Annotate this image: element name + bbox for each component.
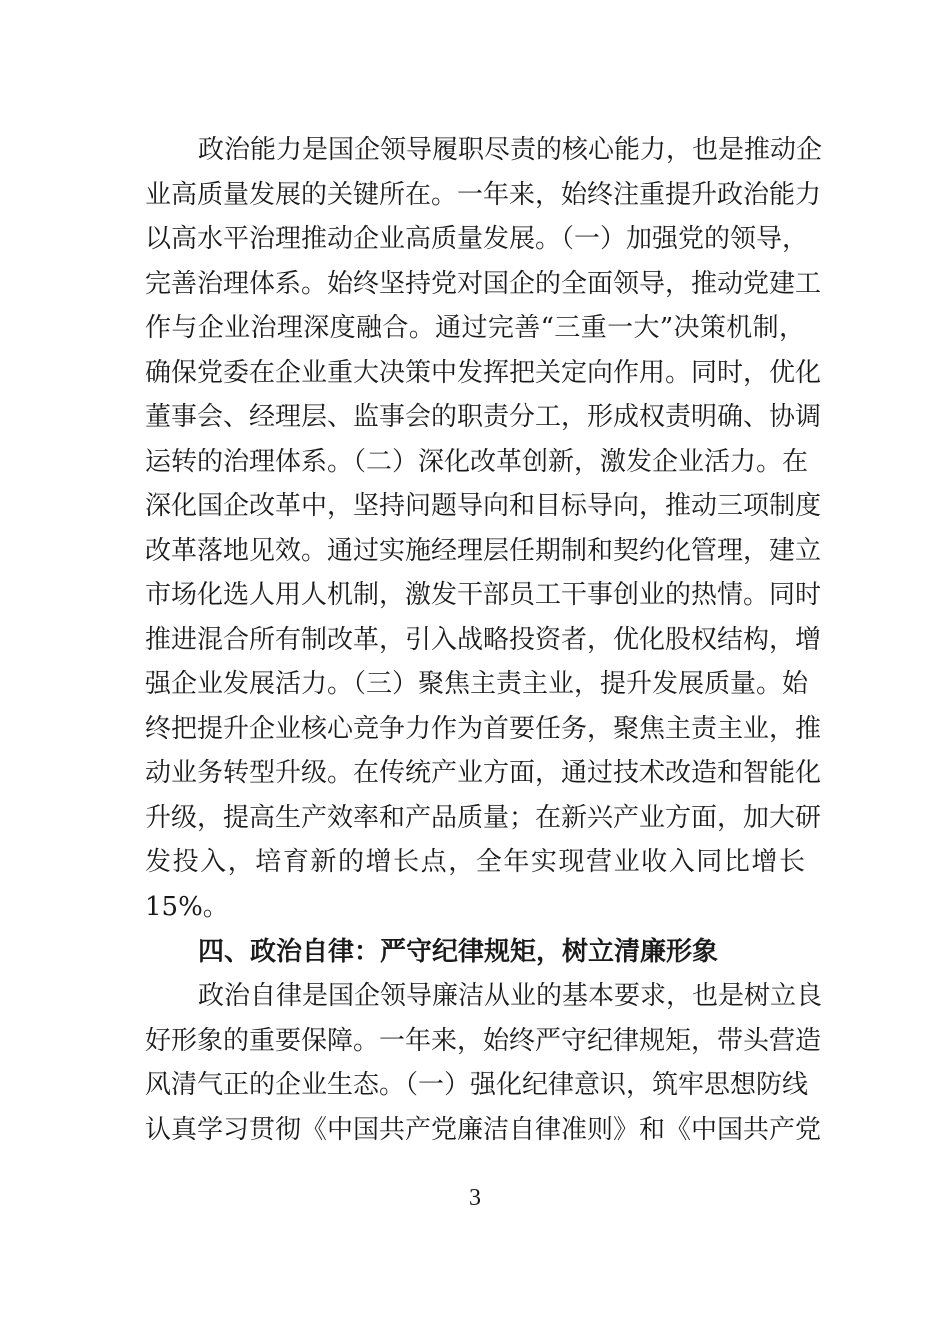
- paragraph-1-line-1: 政治能力是国企领导履职尽责的核心能力，也是推动企: [198, 135, 823, 165]
- paragraph-1-line-10: 改革落地见效。通过实施经理层任期制和契约化管理，建立: [145, 536, 822, 566]
- paragraph-1-line-2: 业高质量发展的关键所在。一年来，始终注重提升政治能力: [145, 180, 822, 210]
- paragraph-1-line-13: 强企业发展活力。（三）聚焦主责主业，提升发展质量。始: [145, 669, 809, 699]
- paragraph-1-line-4: 完善治理体系。始终坚持党对国企的全面领导，推动党建工: [145, 269, 822, 299]
- paragraph-2-line-2: 好形象的重要保障。一年来，始终严守纪律规矩，带头营造: [145, 1026, 822, 1056]
- paragraph-1-line-9: 深化国企改革中，坚持问题导向和目标导向，推动三项制度: [145, 491, 822, 521]
- section-heading: 四、政治自律：严守纪律规矩，树立清廉形象: [198, 937, 719, 967]
- paragraph-1-line-7: 董事会、经理层、监事会的职责分工，形成权责明确、协调: [145, 402, 822, 432]
- paragraph-1-line-15: 动业务转型升级。在传统产业方面，通过技术改造和智能化: [145, 758, 822, 788]
- paragraph-1-line-3: 以高水平治理推动企业高质量发展。（一）加强党的领导，: [145, 224, 809, 254]
- paragraph-2-line-3: 风清气正的企业生态。（一）强化纪律意识，筑牢思想防线: [145, 1070, 809, 1100]
- paragraph-1-line-14: 终把提升企业核心竞争力作为首要任务，聚焦主责主业，推: [145, 714, 822, 744]
- paragraph-2-line-4: 认真学习贯彻《中国共产党廉洁自律准则》和《中国共产党: [145, 1115, 822, 1145]
- paragraph-2-line-1: 政治自律是国企领导廉洁从业的基本要求，也是树立良: [198, 981, 823, 1011]
- page-number: 3: [469, 1185, 481, 1211]
- paragraph-1-line-16: 升级，提高生产效率和产品质量；在新兴产业方面，加大研: [145, 803, 822, 833]
- paragraph-1-line-5: 作与企业治理深度融合。通过完善“三重一大”决策机制，: [145, 313, 805, 343]
- paragraph-1-line-6: 确保党委在企业重大决策中发挥把关定向作用。同时，优化: [145, 358, 822, 388]
- paragraph-1-line-18: 15%。: [145, 892, 229, 922]
- paragraph-1-line-12: 推进混合所有制改革，引入战略投资者，优化股权结构，增: [145, 625, 822, 655]
- paragraph-1-line-8: 运转的治理体系。（二）深化改革创新，激发企业活力。在: [145, 447, 809, 477]
- paragraph-1-line-17: 发投入，培育新的增长点，全年实现营业收入同比增长: [145, 847, 805, 877]
- paragraph-1-line-11: 市场化选人用人机制，激发干部员工干事创业的热情。同时: [145, 580, 822, 610]
